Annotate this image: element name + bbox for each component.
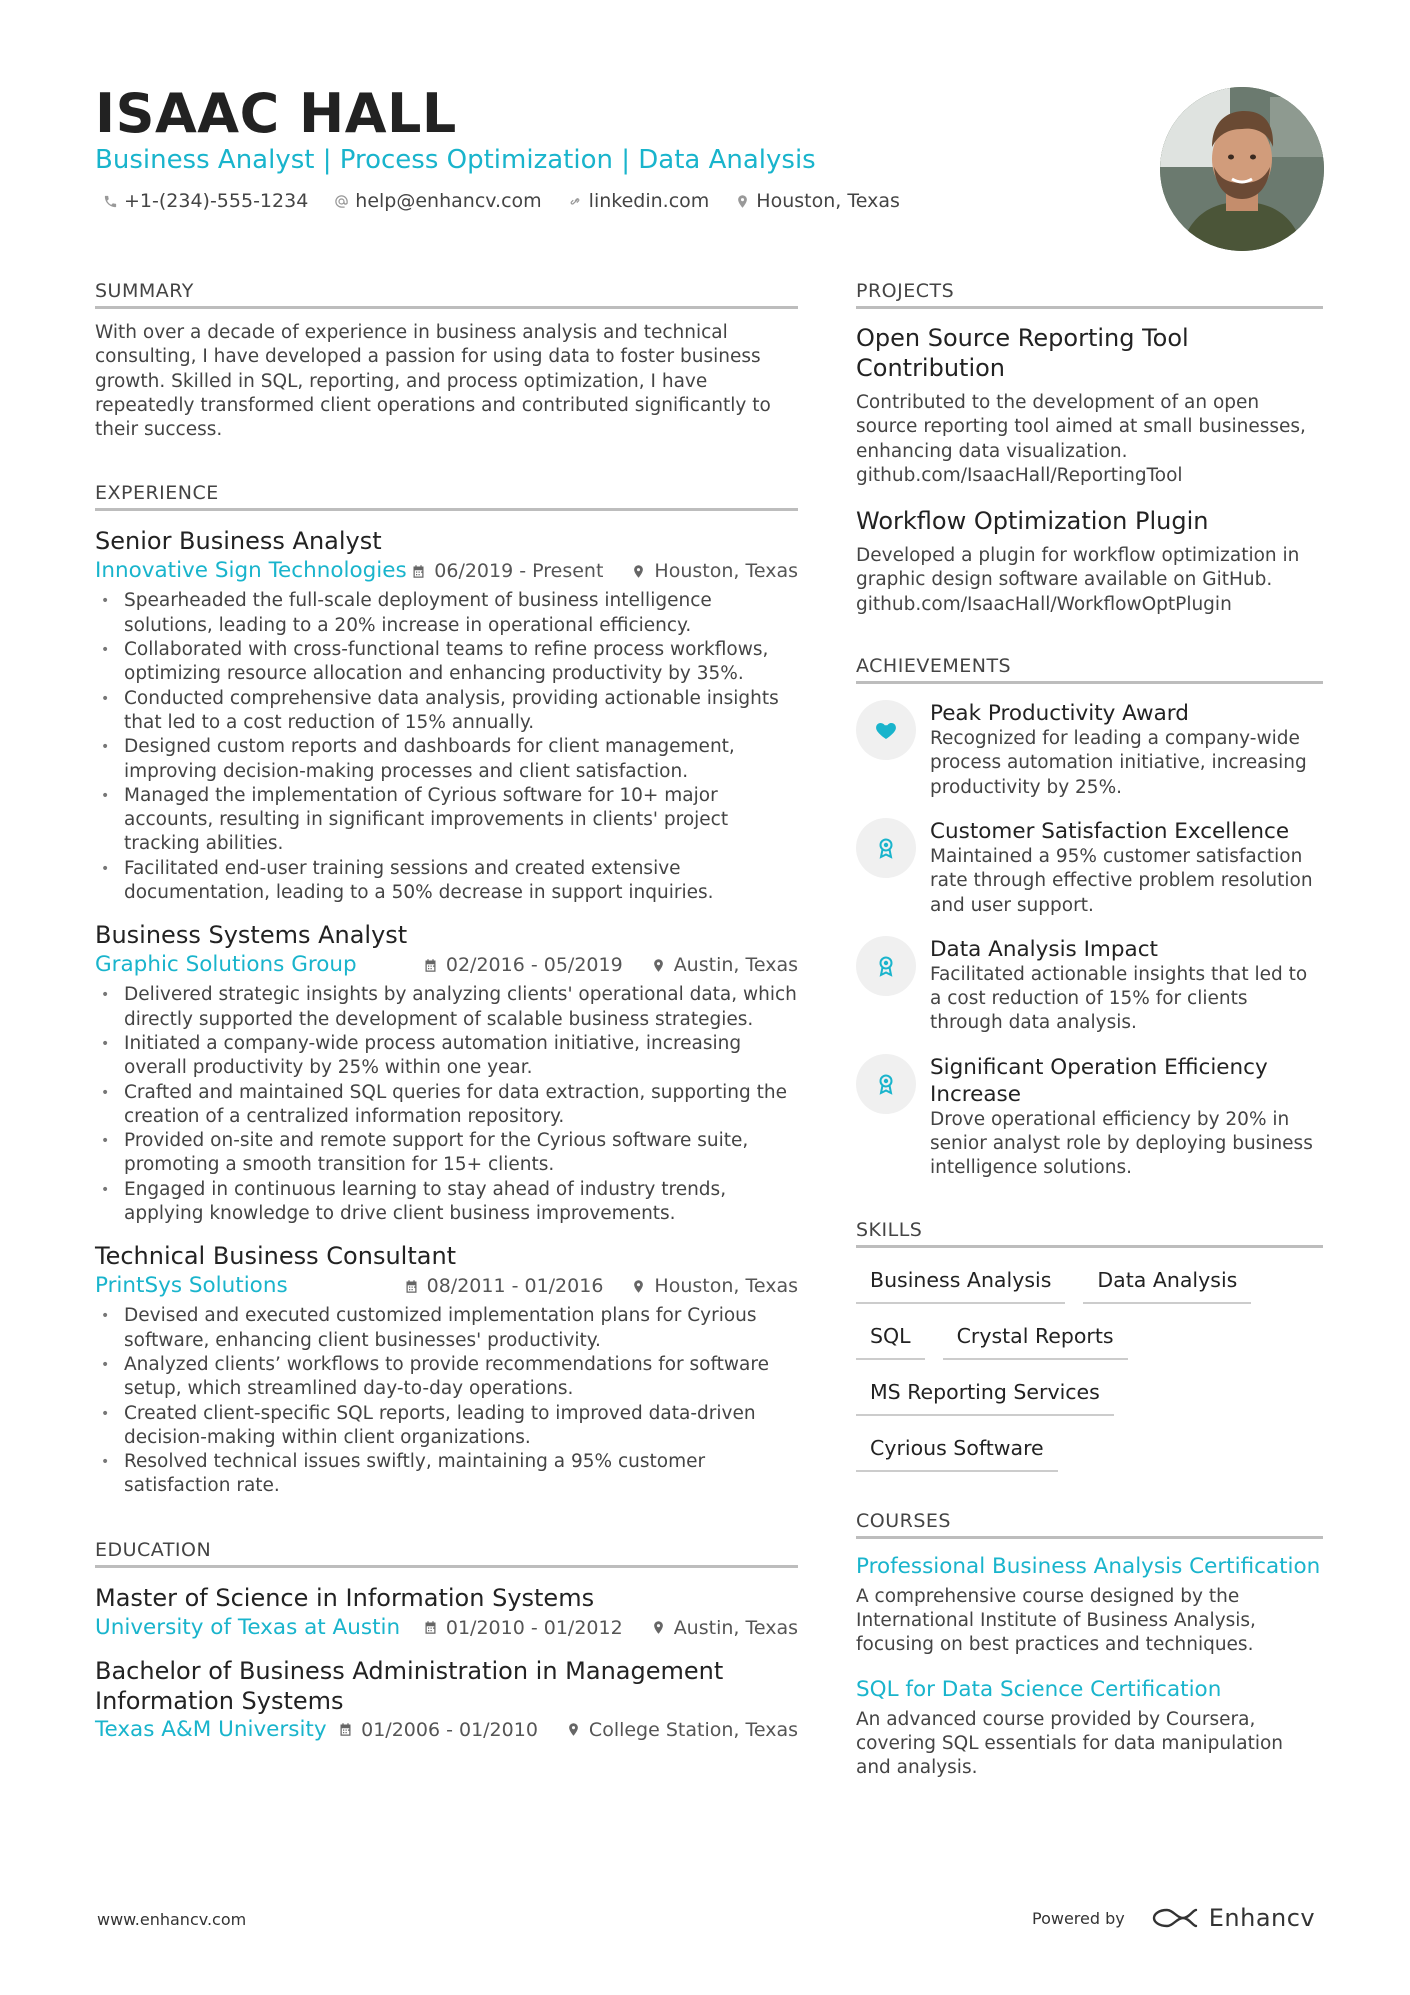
education-location-text: College Station, Texas [588, 1718, 798, 1741]
job-location [631, 557, 798, 585]
achievement-text: Maintained a 95% customer satisfaction rate through effective problem resolution and user support. [930, 845, 1313, 916]
job-location-text: Houston, Texas [654, 1275, 798, 1298]
link-icon [568, 194, 583, 209]
skill-tag: Business Analysis [856, 1260, 1065, 1304]
summary-text: With over a decade of experience in business analysis and technical consulting, I have developed a passion for using data to foster business growth. Skilled in SQL, reporting, and process optimization, I have repeatedly transformed client operations and contributed significantly to their success. [95, 322, 771, 441]
skill-tag: SQL [856, 1316, 925, 1360]
list-item: • Crafted and maintained SQL queries for data extraction, supporting the creation of a centralized information repository. [95, 1081, 798, 1130]
job-meta-details [411, 557, 798, 585]
company-name: Graphic Solutions Group [95, 952, 357, 978]
brand-logo[interactable] [1151, 1904, 1315, 1932]
achievements-heading: ACHIEVEMENTS [856, 653, 1323, 684]
experience-entry [95, 919, 798, 1226]
achievement-item [856, 818, 1323, 918]
education-entry [95, 1656, 798, 1744]
list-item: • Analyzed clients’ workflows to provide recommendations for software setup, which streamlined day-to-day operations. [95, 1353, 798, 1402]
calendar-icon [423, 957, 438, 974]
school-name: Texas A&M University [95, 1716, 327, 1742]
email-text: help@enhancv.com [355, 190, 542, 212]
award-icon [874, 836, 898, 860]
job-dates-text: 08/2011 - 01/2016 [426, 1275, 604, 1298]
job-dates-text: 02/2016 - 05/2019 [445, 954, 623, 977]
achievement-text: Recognized for leading a company-wide process automation initiative, increasing productivity by 25%. [930, 728, 1307, 798]
skills-section [856, 1217, 1323, 1472]
job-meta-details [423, 951, 798, 979]
list-item: • Devised and executed customized implementation plans for Cyrious software, enhancing client businesses' productivity. [95, 1304, 798, 1353]
contact-email[interactable] [334, 190, 541, 212]
linkedin-text: linkedin.com [588, 190, 710, 212]
job-bullets [95, 1304, 798, 1498]
projects-section [856, 278, 1323, 617]
list-item: • Delivered strategic insights by analyzing clients' operational data, which directly supported the development of scalable business strategies. [95, 983, 798, 1032]
job-title: Senior Business Analyst [95, 527, 382, 556]
right-column [856, 278, 1323, 1780]
projects-heading: PROJECTS [856, 278, 1323, 309]
education-heading: EDUCATION [95, 1537, 798, 1568]
job-location-text: Houston, Texas [654, 560, 798, 583]
job-dates [404, 1272, 604, 1300]
course-text: An advanced course provided by Coursera, covering SQL essentials for data manipulation and analysis. [856, 1708, 1284, 1779]
job-location-text: Austin, Texas [673, 954, 798, 977]
job-bullets [95, 983, 798, 1226]
list-item: • Facilitated end-user training sessions and created extensive documentation, leading to a 50% decrease in support inquiries. [95, 857, 798, 906]
contact-linkedin[interactable] [568, 190, 710, 212]
project-title: Open Source Reporting Tool Contribution [856, 324, 1189, 382]
list-item: • Initiated a company-wide process automation initiative, increasing overall productivity by 25% within one year. [95, 1032, 798, 1081]
at-icon [334, 194, 349, 209]
education-dates-text: 01/2006 - 01/2010 [361, 1718, 538, 1741]
achievement-text: Drove operational efficiency by 20% in senior analyst role by deploying business intelligence solutions. [930, 1108, 1313, 1179]
powered-by-label: Powered by [1032, 1908, 1125, 1928]
list-item: • Managed the implementation of Cyrious software for 10+ major accounts, resulting in significant improvements in clients' project tracking abilities. [95, 784, 798, 857]
job-title: Business Systems Analyst [95, 921, 408, 950]
education-entry [95, 1582, 798, 1642]
education-meta [95, 1716, 798, 1744]
achievement-body [930, 818, 1323, 918]
job-location [631, 1272, 798, 1300]
skills-list [856, 1260, 1323, 1472]
contact-location [735, 190, 900, 212]
avatar [1160, 87, 1324, 251]
location-pin-icon [566, 1721, 581, 1738]
job-meta [95, 557, 798, 585]
education-meta-details [423, 1614, 798, 1642]
footer-powered [1032, 1904, 1315, 1932]
location-pin-icon [735, 194, 750, 209]
education-meta-details [338, 1716, 798, 1744]
education-location [566, 1716, 798, 1744]
list-item: • Resolved technical issues swiftly, maintaining a 95% customer satisfaction rate. [95, 1450, 798, 1499]
calendar-icon [338, 1721, 353, 1738]
course-entry [856, 1553, 1323, 1658]
list-item: • Conducted comprehensive data analysis, providing actionable insights that led to a cost reduction of 15% annually. [95, 687, 798, 736]
location-pin-icon [631, 563, 646, 580]
project-entry [856, 323, 1323, 488]
education-dates-text: 01/2010 - 01/2012 [445, 1616, 623, 1639]
achievement-body [930, 936, 1323, 1036]
company-name: Innovative Sign Technologies [95, 558, 407, 584]
skill-tag: MS Reporting Services [856, 1372, 1114, 1416]
job-meta [95, 951, 798, 979]
experience-entry [95, 525, 798, 905]
degree-title: Master of Science in Information Systems [95, 1583, 595, 1612]
list-item: • Created client-specific SQL reports, leading to improved data-driven decision-making within client organizations. [95, 1402, 798, 1451]
profile-photo [1160, 87, 1324, 251]
list-item: • Designed custom reports and dashboards for client management, improving decision-making processes and client satisfaction. [95, 735, 798, 784]
job-dates [411, 557, 603, 585]
achievement-item [856, 700, 1323, 800]
achievement-icon [856, 1054, 916, 1114]
award-icon [874, 954, 898, 978]
experience-entry [95, 1240, 798, 1498]
project-text: Contributed to the development of an open source reporting tool aimed at small businesses, enhancing data visualization. github.com/IsaacHall/ReportingTool [856, 392, 1306, 486]
calendar-icon [411, 563, 426, 580]
location-pin-icon [631, 1278, 646, 1295]
skill-tag: Data Analysis [1083, 1260, 1251, 1304]
job-title: Technical Business Consultant [95, 1242, 457, 1271]
candidate-subtitle: Business Analyst | Process Optimization | Data Analysis [95, 145, 816, 175]
education-meta [95, 1614, 798, 1642]
job-location [651, 951, 798, 979]
course-title: Professional Business Analysis Certification [856, 1553, 1321, 1579]
left-column [95, 278, 798, 1744]
list-item: • Engaged in continuous learning to stay ahead of industry trends, applying knowledge to drive client business improvements. [95, 1178, 798, 1227]
achievement-icon [856, 700, 916, 760]
job-meta-details [404, 1272, 798, 1300]
achievement-item [856, 936, 1323, 1036]
education-dates [423, 1614, 623, 1642]
job-bullets [95, 589, 798, 905]
company-name: PrintSys Solutions [95, 1273, 288, 1299]
calendar-icon [423, 1619, 438, 1636]
course-text: A comprehensive course designed by the International Institute of Business Analysis, focusing on best practices and techniques. [856, 1585, 1256, 1656]
achievement-body [930, 1054, 1323, 1181]
achievement-body [930, 700, 1323, 800]
courses-heading: COURSES [856, 1508, 1323, 1539]
achievement-title: Data Analysis Impact [930, 936, 1158, 962]
footer-website[interactable]: www.enhancv.com [97, 1910, 247, 1929]
courses-section [856, 1508, 1323, 1781]
skill-tag: Crystal Reports [943, 1316, 1128, 1360]
achievement-title: Customer Satisfaction Excellence [930, 818, 1290, 844]
award-icon [874, 1072, 898, 1096]
skill-tag: Cyrious Software [856, 1428, 1058, 1472]
project-entry [856, 506, 1323, 617]
achievements-section [856, 653, 1323, 1181]
experience-heading: EXPERIENCE [95, 480, 798, 511]
education-dates [338, 1716, 538, 1744]
heart-icon [874, 718, 898, 742]
achievement-title: Peak Productivity Award [930, 701, 1189, 727]
job-dates [423, 951, 623, 979]
achievement-text: Facilitated actionable insights that led to a cost reduction of 15% for clients through data analysis. [930, 963, 1308, 1034]
course-entry [856, 1676, 1323, 1781]
phone-icon [103, 194, 118, 209]
candidate-name: ISAAC HALL [95, 82, 457, 145]
list-item: • Spearheaded the full-scale deployment of business intelligence solutions, leading to a 20% increase in operational efficiency. [95, 589, 798, 638]
project-title: Workflow Optimization Plugin [856, 507, 1209, 536]
experience-section [95, 480, 798, 1498]
job-dates-text: 06/2019 - Present [434, 560, 604, 583]
achievement-title: Significant Operation Efficiency Increase [930, 1054, 1268, 1107]
course-title: SQL for Data Science Certification [856, 1676, 1222, 1702]
summary-section [95, 278, 798, 442]
education-location [651, 1614, 798, 1642]
phone-text: +1-(234)-555-1234 [124, 190, 309, 212]
job-meta [95, 1272, 798, 1300]
achievement-icon [856, 936, 916, 996]
school-name: University of Texas at Austin [95, 1614, 401, 1640]
calendar-icon [404, 1278, 419, 1295]
degree-title: Bachelor of Business Administration in Management Information Systems [95, 1656, 724, 1715]
summary-heading: SUMMARY [95, 278, 798, 309]
location-pin-icon [651, 957, 666, 974]
education-section [95, 1537, 798, 1744]
brand-name: Enhancv [1208, 1904, 1316, 1932]
achievement-icon [856, 818, 916, 878]
contact-bar [103, 190, 900, 212]
enhancv-logo-icon [1151, 1906, 1199, 1930]
contact-phone [103, 190, 308, 212]
location-pin-icon [651, 1619, 666, 1636]
list-item: • Provided on-site and remote support for the Cyrious software suite, promoting a smooth transition for 15+ clients. [95, 1129, 798, 1178]
education-location-text: Austin, Texas [673, 1616, 798, 1639]
achievement-item [856, 1054, 1323, 1181]
list-item: • Collaborated with cross-functional teams to refine process workflows, optimizing resource allocation and enhancing productivity by 35%. [95, 638, 798, 687]
skills-heading: SKILLS [856, 1217, 1323, 1248]
project-text: Developed a plugin for workflow optimization in graphic design software available on GitHub. github.com/IsaacHall/WorkflowOptPlugin [856, 545, 1300, 615]
location-text: Houston, Texas [756, 190, 900, 212]
